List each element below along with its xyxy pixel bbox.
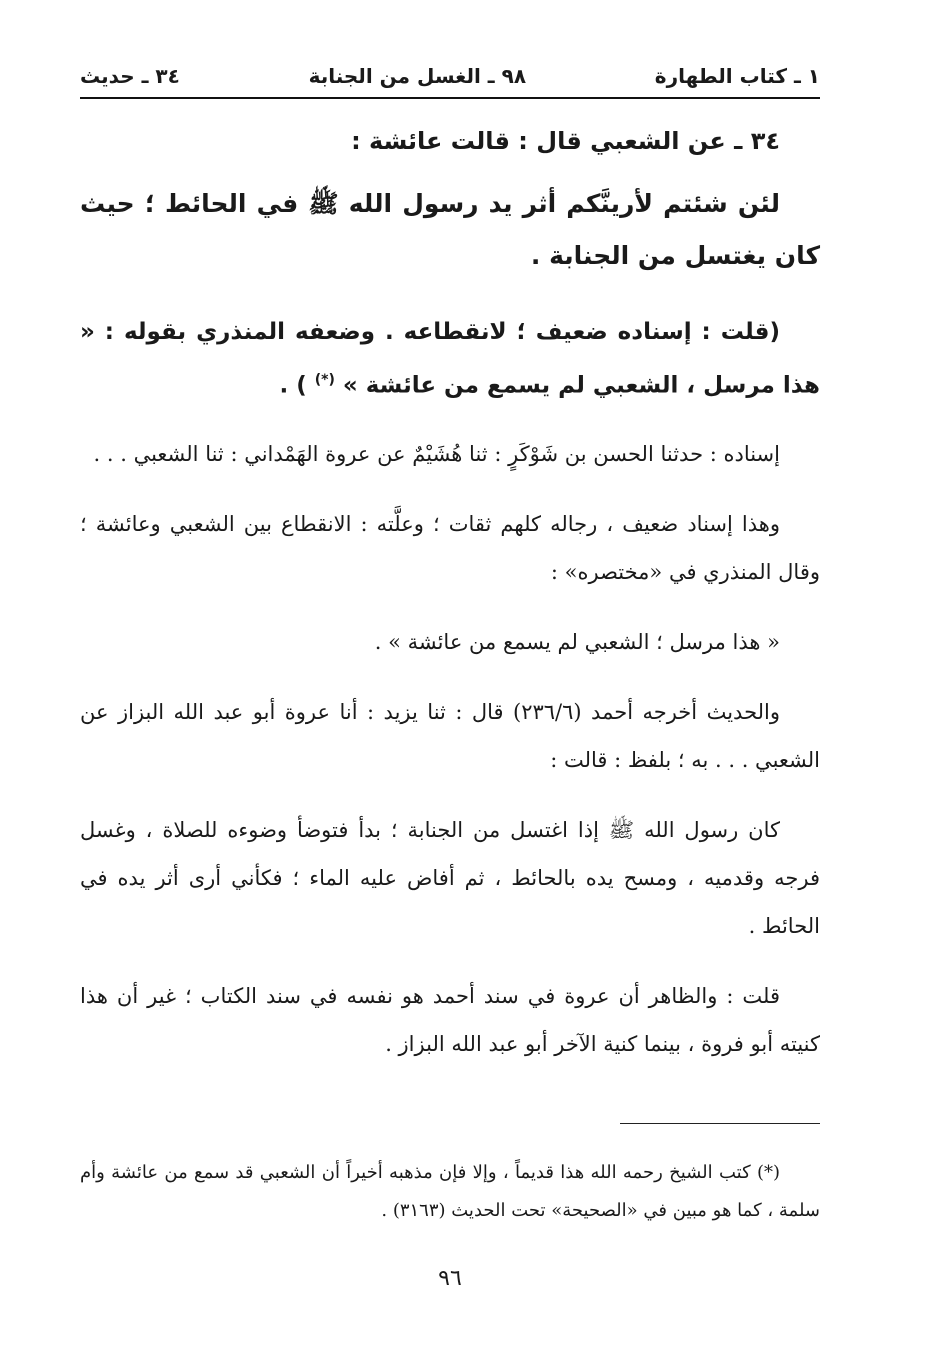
hadith-text: لئن شئتم لأرينَّكم أثر يد رسول الله ﷺ في الحائط ؛ حيث كان يغتسل من الجنابة .	[80, 189, 820, 270]
footnote-marker: (*)	[314, 372, 335, 388]
grading-note	[80, 308, 820, 410]
page-number: ٩٦	[438, 1266, 462, 1291]
header-hadith-number: ٣٤ ـ حديث	[80, 64, 180, 88]
page-body	[80, 118, 820, 1090]
header-book-title: ١ ـ كتاب الطهارة	[654, 64, 820, 88]
mundhiri-quote: « هذا مرسل ؛ الشعبي لم يسمع من عائشة » .	[374, 629, 780, 654]
isnad-paragraph: إسناده : حدثنا الحسن بن شَوْكَرٍ : ثنا هُشَيْمٌ عن عروة الهَمْداني : ثنا الشعبي . . .	[93, 441, 780, 466]
grading-note-text: (قلت : إسناده ضعيف ؛ لانقطاعه . وضعفه المنذري بقوله : « هذا مرسل ، الشعبي لم يسمع من عائشة »	[80, 319, 820, 399]
header-chapter-title: ٩٨ ـ الغسل من الجنابة	[308, 64, 527, 88]
header-divider	[80, 97, 820, 99]
hadith-heading: ٣٤ ـ عن الشعبي قال : قالت عائشة :	[351, 127, 780, 155]
ahmad-wording-paragraph: كان رسول الله ﷺ إذا اغتسل من الجنابة ؛ بدأ فتوضأ وضوءه للصلاة ، وغسل فرجه وقدميه ، ومسح يده بالحائط ، ثم أفاض عليه الماء ؛ فكأني أرى أثر يده في الحائط .	[80, 817, 820, 938]
book-page	[80, 0, 820, 1371]
running-header	[80, 58, 820, 94]
grading-note-end: ) .	[279, 372, 315, 399]
author-comment-paragraph: قلت : والظاهر أن عروة في سند أحمد هو نفسه في سند الكتاب ؛ غير أن هذا كنيته أبو فروة ، بينما كنية الآخر أبو عبد الله البزاز .	[80, 983, 820, 1056]
footnote-divider	[620, 1123, 820, 1124]
ahmad-takhrij-paragraph: والحديث أخرجه أحمد (٢٣٦/٦) قال : ثنا يزيد : أنا عروة أبو عبد الله البزاز عن الشعبي . . . به ؛ بلفظ : قالت :	[80, 699, 820, 772]
footnote: (*) كتب الشيخ رحمه الله هذا قديماً ، وإلا فإن مذهبه أخيراً أن الشعبي قد سمع من عائشة وأم سلمة ، كما هو مبين في «الصحيحة» تحت الحديث (٣١٦٣) .	[80, 1162, 820, 1221]
isnad-weakness-paragraph: وهذا إسناد ضعيف ، رجاله كلهم ثقات ؛ وعلَّته : الانقطاع بين الشعبي وعائشة ؛ وقال المنذري في «مختصره» :	[80, 511, 820, 584]
